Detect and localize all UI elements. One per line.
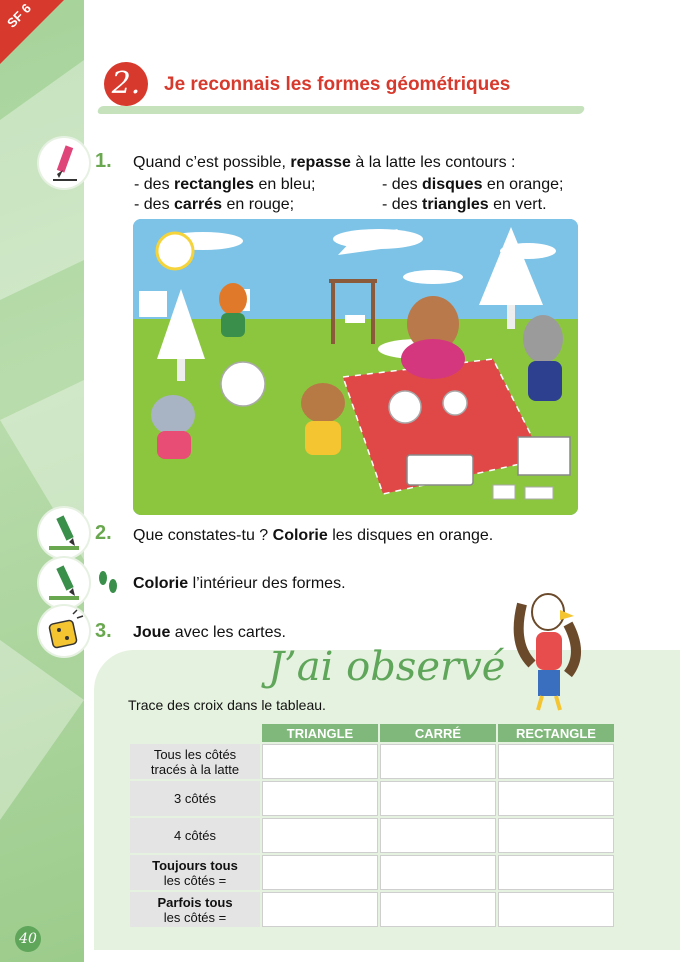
exercise-2-instruction: Que constates-tu ? Colorie les disques en orange. <box>133 527 494 544</box>
table-cell[interactable] <box>262 744 378 779</box>
exercise-1-disks: - des disques en orange; <box>382 176 564 193</box>
exercise-3-number: 3. <box>95 620 112 642</box>
disk <box>389 391 421 423</box>
column-header-rectangle: RECTANGLE <box>498 724 614 742</box>
eagle-mascot <box>508 584 588 714</box>
observation-instruction: Trace des croix dans le tableau. <box>128 697 326 713</box>
park-scene <box>133 219 578 515</box>
cloud <box>403 270 463 284</box>
table-corner <box>130 724 260 742</box>
sun-disk <box>157 233 193 269</box>
column-header-triangle: TRIANGLE <box>262 724 378 742</box>
disk <box>221 362 265 406</box>
table-cell[interactable] <box>380 892 496 927</box>
table-cell[interactable] <box>262 855 378 890</box>
dice-icon <box>39 606 89 656</box>
exercise-1-triangles: - des triangles en vert. <box>382 196 547 213</box>
exercise-3-instruction: Joue avec les cartes. <box>133 624 286 641</box>
sign-rectangle <box>139 291 167 317</box>
row-label: Parfois tous les côtés = <box>130 892 260 927</box>
table-row <box>130 818 614 853</box>
rabbit <box>523 315 563 363</box>
swing-seat <box>345 315 365 323</box>
moose <box>301 383 345 423</box>
exercise-1-instruction: Quand c’est possible, repasse à la latte les contours : <box>133 154 516 171</box>
exercise-1-squares: - des carrés en rouge; <box>134 196 295 213</box>
page-title: Je reconnais les formes géométriques <box>164 74 511 95</box>
table-cell[interactable] <box>498 855 614 890</box>
row-label: 4 côtés <box>130 818 260 853</box>
table-cell[interactable] <box>498 744 614 779</box>
table-cell[interactable] <box>498 781 614 816</box>
title-underline <box>97 106 586 114</box>
table-cell[interactable] <box>498 892 614 927</box>
disk <box>443 391 467 415</box>
exercise-2-number: 2. <box>95 522 112 544</box>
colored-pencil-icon <box>39 558 89 608</box>
column-header-square: CARRÉ <box>380 724 496 742</box>
basket-rectangle <box>407 455 473 485</box>
exercise-1-rectangles: - des rectangles en bleu; <box>134 176 316 193</box>
observation-title: J’ai observé <box>268 644 506 690</box>
footprints-icon <box>94 566 122 596</box>
table-cell[interactable] <box>380 744 496 779</box>
colored-pencil-icon <box>39 508 89 558</box>
table-cell[interactable] <box>262 892 378 927</box>
table-cell[interactable] <box>380 818 496 853</box>
park-illustration <box>133 219 578 515</box>
title-number: 2. <box>104 62 148 106</box>
table-row <box>130 781 614 816</box>
table-row <box>130 892 614 927</box>
exercise-1-number: 1. <box>95 150 112 172</box>
table-cell[interactable] <box>262 818 378 853</box>
mouse <box>151 395 195 435</box>
table-cell[interactable] <box>380 781 496 816</box>
row-label: Tous les côtés tracés à la latte <box>130 744 260 779</box>
page-number: 40 <box>15 926 41 952</box>
row-label: Toujours tous les côtés = <box>130 855 260 890</box>
row-label: 3 côtés <box>130 781 260 816</box>
table-header-row <box>130 724 614 742</box>
corner-label: SF 6 <box>4 0 35 31</box>
section-title <box>98 62 584 112</box>
table-cell[interactable] <box>380 855 496 890</box>
observation-table <box>128 722 616 929</box>
table-row <box>130 855 614 890</box>
box-rectangle <box>518 437 570 475</box>
table-cell[interactable] <box>262 781 378 816</box>
pencil-icon <box>39 138 89 188</box>
table-cell[interactable] <box>498 818 614 853</box>
fox <box>219 283 247 315</box>
exercise-2b-instruction: Colorie l’intérieur des formes. <box>133 575 346 592</box>
table-row <box>130 744 614 779</box>
